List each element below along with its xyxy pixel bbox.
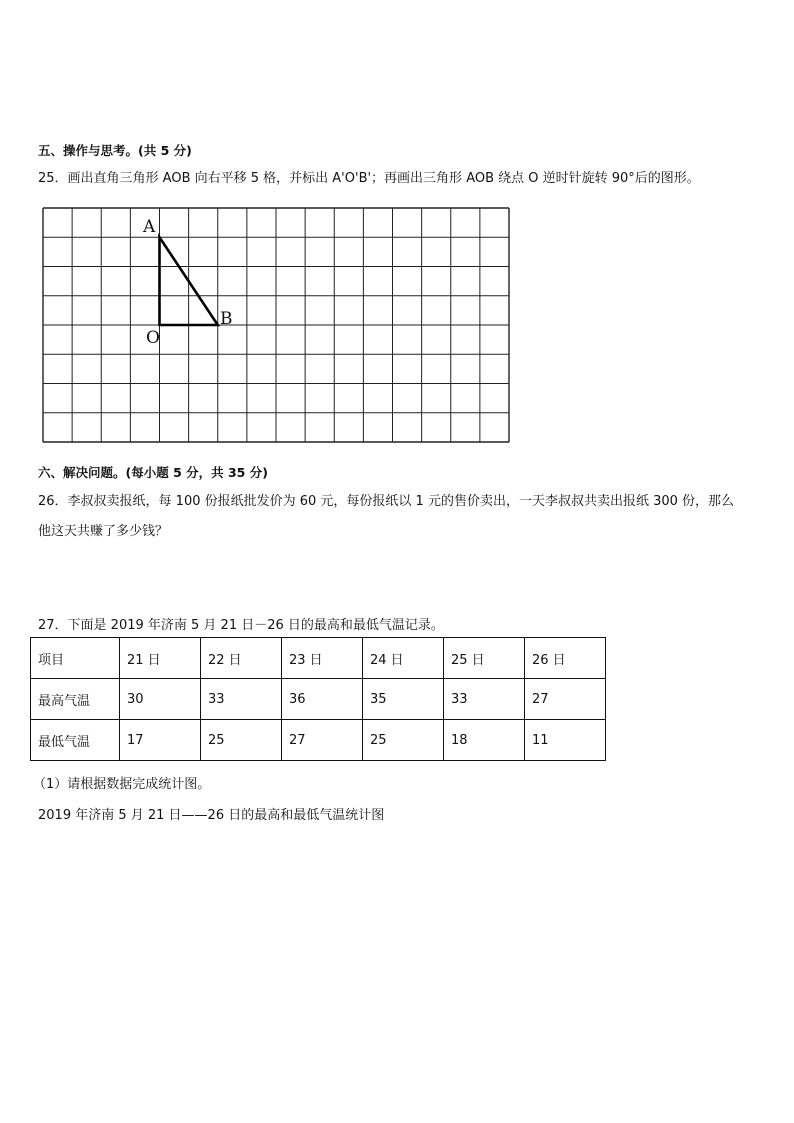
- table-cell: 33: [444, 679, 525, 720]
- table-header-cell: 23 日: [282, 638, 363, 679]
- point-o-label: O: [146, 328, 160, 348]
- question-27-sub1: （1）请根据数据完成统计图。: [33, 777, 211, 792]
- table-header-row: [31, 638, 606, 679]
- table-header-cell: 22 日: [201, 638, 282, 679]
- table-cell: 27: [282, 720, 363, 761]
- table-cell: 最低气温: [31, 720, 120, 761]
- table-cell: 17: [120, 720, 201, 761]
- table-cell: 25: [363, 720, 444, 761]
- table-header-cell: 25 日: [444, 638, 525, 679]
- question-26-line1: 26．李叔叔卖报纸，每 100 份报纸批发价为 60 元，每份报纸以 1 元的售价卖出，一天李叔叔共卖出报纸 300 份，那么: [38, 494, 735, 509]
- table-row: [31, 720, 606, 761]
- point-a-label: A: [143, 217, 156, 237]
- table-header-cell: 项目: [31, 638, 120, 679]
- table-cell: 18: [444, 720, 525, 761]
- section5-heading: 五、操作与思考。(共 5 分): [38, 143, 192, 158]
- question-26-line2: 他这天共赚了多少钱？: [38, 524, 169, 539]
- temperature-table: [30, 637, 606, 761]
- table-cell: 27: [525, 679, 606, 720]
- table-cell: 25: [201, 720, 282, 761]
- table-cell: 36: [282, 679, 363, 720]
- chart-title: 2019 年济南 5 月 21 日——26 日的最高和最低气温统计图: [38, 808, 385, 823]
- table-cell: 35: [363, 679, 444, 720]
- table-row: [31, 679, 606, 720]
- table-cell: 11: [525, 720, 606, 761]
- grid-figure: [43, 208, 509, 442]
- question-25: 25．画出直角三角形 AOB 向右平移 5 格，并标出 A'O'B'；再画出三角形 AOB 绕点 O 逆时针旋转 90°后的图形。: [38, 171, 700, 186]
- table-header-cell: 21 日: [120, 638, 201, 679]
- table-header-cell: 26 日: [525, 638, 606, 679]
- table-cell: 最高气温: [31, 679, 120, 720]
- table-cell: 33: [201, 679, 282, 720]
- table-cell: 30: [120, 679, 201, 720]
- table-header-cell: 24 日: [363, 638, 444, 679]
- question-27: 27．下面是 2019 年济南 5 月 21 日－26 日的最高和最低气温记录。: [38, 618, 444, 633]
- point-b-label: B: [220, 309, 233, 329]
- section6-heading: 六、解决问题。(每小题 5 分，共 35 分): [38, 465, 268, 480]
- grid-canvas: [43, 208, 509, 442]
